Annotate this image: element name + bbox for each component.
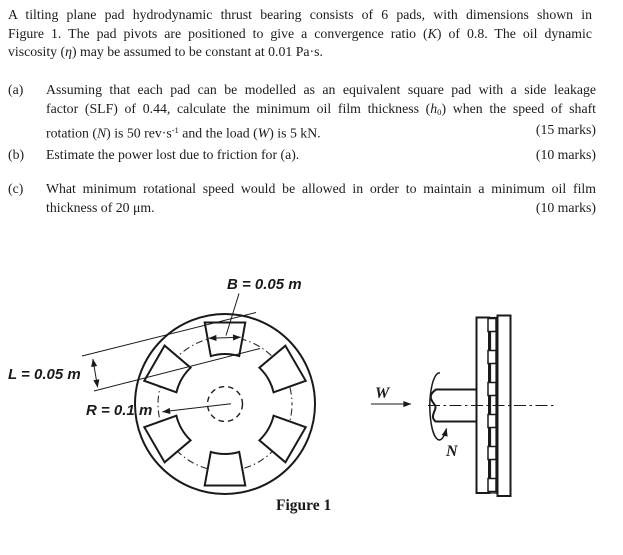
part-b-line-1-text: Estimate the power lost due to friction for (a). <box>46 147 300 162</box>
part-b-marks: (10 marks) <box>535 147 596 162</box>
part-a-line-2: factor (SLF) of 0.44, calculate the minimum oil film thickness $(h_0)$ when the speed of shaft <box>46 100 596 117</box>
rotation-speed-label: N <box>446 443 458 460</box>
thrust-pad-bottom <box>205 452 246 486</box>
pitch-radius-label: R = 0.1 m <box>86 402 153 419</box>
part-a-line-3-text: rotation (N) is 50 $rev\cdot s^{-1}$ and the load (W) is 5 kN. <box>46 125 321 141</box>
part-c-line-2-text: thickness of 20 μm. <box>46 199 155 215</box>
load-label: W <box>375 385 390 402</box>
part-c-label: (c) <box>8 181 24 196</box>
bearing-plan-view <box>8 276 315 494</box>
side-pad-3 <box>488 383 496 396</box>
thrust-pad-top <box>205 323 246 357</box>
side-pad-6 <box>488 479 496 492</box>
part-b-label: (b) <box>8 147 25 162</box>
part-a-line-1: Assuming that each pad can be modelled as an equivalent square pad with a side leakage <box>46 82 596 97</box>
side-pad-2 <box>488 351 496 364</box>
side-pad-4 <box>488 415 496 428</box>
bearing-side-view <box>371 316 557 497</box>
intro-line-1: A tilting plane pad hydrodynamic thrust bearing consists of 6 pads, with dimensions shown in <box>8 7 592 22</box>
part-c-marks: (10 marks) <box>535 199 596 215</box>
side-pad-5 <box>488 447 496 460</box>
figure-caption: Figure 1 <box>276 497 332 514</box>
intro-line-3: viscosity (η) may be assumed to be constant at 0.01 Pa·s. <box>8 44 323 60</box>
pad-width-label: B = 0.05 m <box>227 276 302 293</box>
part-a-marks: (15 marks) <box>535 122 596 138</box>
side-pad-1 <box>488 319 496 332</box>
l-dimension-arrow <box>93 359 98 387</box>
intro-line-2: Figure 1. The pad pivots are positioned to give a convergence ratio (K) of 0.8. The oil dynamic <box>8 25 592 41</box>
part-c-line-1: What minimum rotational speed would be allowed in order to maintain a minimum oil film <box>46 181 596 196</box>
part-a-label: (a) <box>8 82 24 97</box>
pad-length-label: L = 0.05 m <box>8 366 81 383</box>
